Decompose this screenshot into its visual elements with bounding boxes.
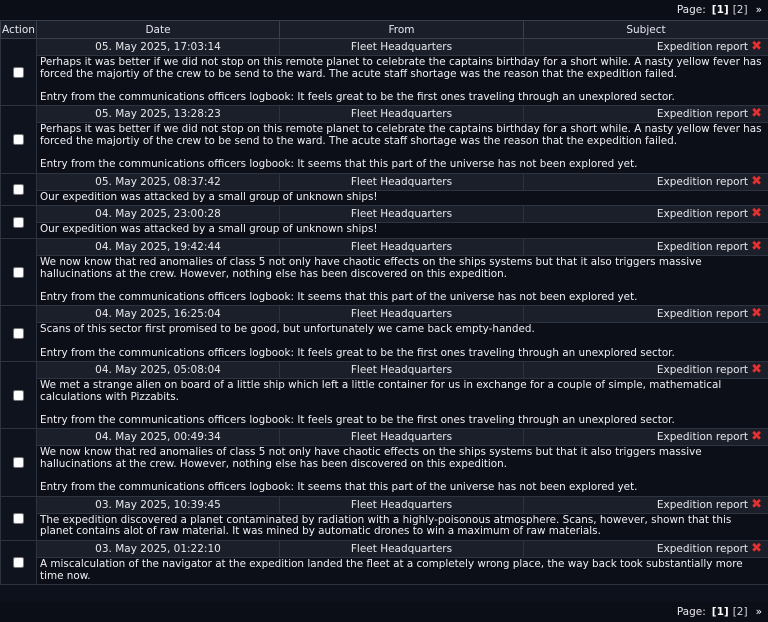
message-select-cell (1, 173, 37, 206)
message-logbook-entry: Entry from the communications officers logbook: It seems that this part of the universe has not been explored yet. (40, 481, 638, 494)
message-sender: Fleet Headquarters (280, 429, 524, 446)
message-select-checkbox[interactable] (13, 67, 24, 78)
message-logbook-entry: Entry from the communications officers logbook: It seems that this part of the universe has not been explored yet. (40, 290, 638, 303)
delete-message-icon[interactable]: ✖ (751, 39, 762, 54)
message-date: 05. May 2025, 13:28:23 (37, 106, 280, 123)
message-sender: Fleet Headquarters (280, 173, 524, 190)
message-sender: Fleet Headquarters (280, 496, 524, 513)
message-subject-label[interactable]: Expedition report (656, 108, 748, 121)
message-select-cell (1, 496, 37, 540)
message-logbook-entry: Entry from the communications officers logbook: It feels great to be the first ones traveling through an unexplored sector. (40, 413, 675, 426)
message-select-checkbox[interactable] (13, 328, 24, 339)
message-subject[interactable] (524, 238, 768, 255)
message-body-row (1, 379, 768, 429)
message-body-row (1, 558, 768, 585)
message-body-row (1, 223, 768, 239)
delete-message-icon[interactable]: ✖ (751, 238, 762, 254)
message-text: We now know that red anomalies of class 5 not only have chaotic effects on the ships systems but that it also triggers massive hallucinations at the crew. However, nothing else has been discovered on this expedition. (40, 255, 702, 280)
message-body (37, 323, 768, 362)
page-2-link[interactable]: [2] (732, 4, 748, 16)
message-text: Scans of this sector first promised to be good, but unfortunately we came back empty-handed. (40, 323, 535, 336)
message-select-cell (1, 429, 37, 496)
delete-message-icon[interactable]: ✖ (751, 496, 762, 512)
message-subject[interactable] (524, 429, 768, 446)
message-header-row (1, 238, 768, 255)
message-text: Our expedition was attacked by a small group of unknown ships! (40, 223, 378, 236)
message-header-row (1, 206, 768, 223)
message-subject[interactable] (524, 362, 768, 379)
message-subject-label[interactable]: Expedition report (656, 308, 748, 321)
pager-label: Page: (676, 4, 706, 16)
message-subject-label[interactable]: Expedition report (656, 364, 748, 377)
message-logbook-entry: Entry from the communications officers logbook: It feels great to be the first ones traveling through an unexplored sector. (40, 90, 675, 103)
delete-message-icon[interactable]: ✖ (751, 206, 762, 222)
message-date: 03. May 2025, 10:39:45 (37, 496, 280, 513)
message-date: 04. May 2025, 00:49:34 (37, 429, 280, 446)
message-text: Perhaps it was better if we did not stop on this remote planet to celebrate the captains birthday for a short while. A nasty yellow fever has forced the majortiy of the crew to be send to the ward. The acute staff shortage was the reason that the expedition failed. (40, 56, 762, 80)
message-logbook-entry: Entry from the communications officers logbook: It seems that this part of the universe has not been explored yet. (40, 158, 638, 171)
message-date: 05. May 2025, 08:37:42 (37, 173, 280, 190)
message-select-checkbox[interactable] (13, 457, 24, 468)
pager-label: Page: (676, 606, 706, 618)
message-logbook-entry: Entry from the communications officers logbook: It feels great to be the first ones traveling through an unexplored sector. (40, 346, 675, 359)
message-body (37, 379, 768, 429)
message-body-row (1, 190, 768, 206)
column-header-date[interactable]: Date (37, 21, 280, 39)
message-sender: Fleet Headquarters (280, 306, 524, 323)
message-subject-label[interactable]: Expedition report (656, 543, 748, 556)
message-select-checkbox[interactable] (13, 217, 24, 228)
message-body-row (1, 255, 768, 305)
message-text: We met a strange alien on board of a little ship which left a little container for us in exchange for a couple of simple, mathematical calculations with Pizzabits. (40, 379, 722, 403)
message-sender: Fleet Headquarters (280, 206, 524, 223)
delete-message-icon[interactable]: ✖ (751, 429, 762, 445)
message-subject[interactable] (524, 106, 768, 123)
message-text: The expedition discovered a planet contaminated by radiation with a highly-poisonous atmosphere. Scans, however, shown that this planet contains alot of raw material. It was mined by automatic drones to win a maximum of raw materials. (40, 513, 732, 538)
message-text: Perhaps it was better if we did not stop on this remote planet to celebrate the captains birthday for a short while. A nasty yellow fever has forced the majortiy of the crew to be send to the ward. The acute staff shortage was the reason that the expedition failed. (40, 123, 762, 147)
message-sender: Fleet Headquarters (280, 362, 524, 379)
column-header-from[interactable]: From (280, 21, 524, 39)
delete-message-icon[interactable]: ✖ (751, 306, 762, 322)
message-date: 04. May 2025, 05:08:04 (37, 362, 280, 379)
message-body (37, 558, 768, 585)
table-header-row (1, 21, 768, 39)
delete-message-icon[interactable]: ✖ (751, 362, 762, 378)
message-body (37, 513, 768, 540)
delete-message-icon[interactable]: ✖ (751, 106, 762, 122)
message-sender: Fleet Headquarters (280, 238, 524, 255)
message-body (37, 223, 768, 239)
message-subject-label[interactable]: Expedition report (656, 208, 748, 221)
messages-table-body (1, 39, 768, 585)
page-1-link[interactable]: [1] (711, 606, 729, 618)
message-body (37, 56, 768, 106)
message-header-row (1, 541, 768, 558)
message-body (37, 255, 768, 305)
message-select-checkbox[interactable] (13, 557, 24, 568)
next-page-arrow-icon[interactable]: » (755, 606, 762, 618)
message-date: 05. May 2025, 17:03:14 (37, 39, 280, 56)
message-subject[interactable] (524, 206, 768, 223)
message-body (37, 190, 768, 206)
message-subject[interactable] (524, 541, 768, 558)
message-subject-label[interactable]: Expedition report (656, 431, 748, 444)
message-select-checkbox[interactable] (13, 513, 24, 524)
message-header-row (1, 496, 768, 513)
message-date: 04. May 2025, 19:42:44 (37, 238, 280, 255)
message-subject-label[interactable]: Expedition report (656, 41, 748, 53)
message-header-row (1, 39, 768, 56)
message-header-row (1, 362, 768, 379)
column-header-action: Action (1, 21, 37, 39)
column-header-subject[interactable]: Subject (524, 21, 768, 39)
message-body-row (1, 513, 768, 540)
message-select-checkbox[interactable] (13, 267, 24, 278)
pager-top (0, 0, 768, 20)
message-select-cell (1, 206, 37, 239)
message-select-checkbox[interactable] (13, 184, 24, 195)
message-text: We now know that red anomalies of class 5 not only have chaotic effects on the ships systems but that it also triggers massive hallucinations at the crew. However, nothing else has been discovered on this expedition. (40, 446, 702, 471)
message-select-cell (1, 238, 37, 305)
message-body (37, 123, 768, 173)
message-subject[interactable] (524, 39, 768, 56)
message-body-row (1, 446, 768, 496)
message-subject[interactable] (524, 496, 768, 513)
message-subject-label[interactable]: Expedition report (656, 498, 748, 511)
message-subject[interactable] (524, 306, 768, 323)
message-body-row (1, 56, 768, 106)
message-text: Our expedition was attacked by a small group of unknown ships! (40, 190, 378, 203)
pager-bottom (0, 602, 768, 622)
message-subject[interactable] (524, 173, 768, 190)
message-header-row (1, 173, 768, 190)
message-date: 03. May 2025, 01:22:10 (37, 541, 280, 558)
message-select-cell (1, 39, 37, 106)
message-sender: Fleet Headquarters (280, 39, 524, 56)
message-date: 04. May 2025, 23:00:28 (37, 206, 280, 223)
message-header-row (1, 429, 768, 446)
message-text: A miscalculation of the navigator at the expedition landed the fleet at a completely wrong place, the way back took substantially more time now. (40, 558, 743, 582)
message-date: 04. May 2025, 16:25:04 (37, 306, 280, 323)
message-select-cell (1, 362, 37, 429)
message-select-cell (1, 306, 37, 362)
message-body (37, 446, 768, 496)
message-sender: Fleet Headquarters (280, 106, 524, 123)
message-header-row (1, 306, 768, 323)
page-2-link[interactable]: [2] (732, 606, 748, 618)
next-page-arrow-icon[interactable]: » (755, 4, 762, 16)
message-subject-label[interactable]: Expedition report (656, 175, 748, 188)
message-select-cell (1, 106, 37, 173)
delete-message-icon[interactable]: ✖ (751, 541, 762, 557)
delete-message-icon[interactable]: ✖ (751, 173, 762, 189)
message-header-row (1, 106, 768, 123)
message-body-row (1, 323, 768, 362)
message-body-row (1, 123, 768, 173)
message-select-cell (1, 541, 37, 585)
message-select-checkbox[interactable] (13, 390, 24, 401)
message-select-checkbox[interactable] (13, 134, 24, 145)
message-sender: Fleet Headquarters (280, 541, 524, 558)
messages-table (0, 20, 768, 585)
message-subject-label[interactable]: Expedition report (656, 240, 748, 253)
page-1-link[interactable]: [1] (711, 4, 729, 16)
